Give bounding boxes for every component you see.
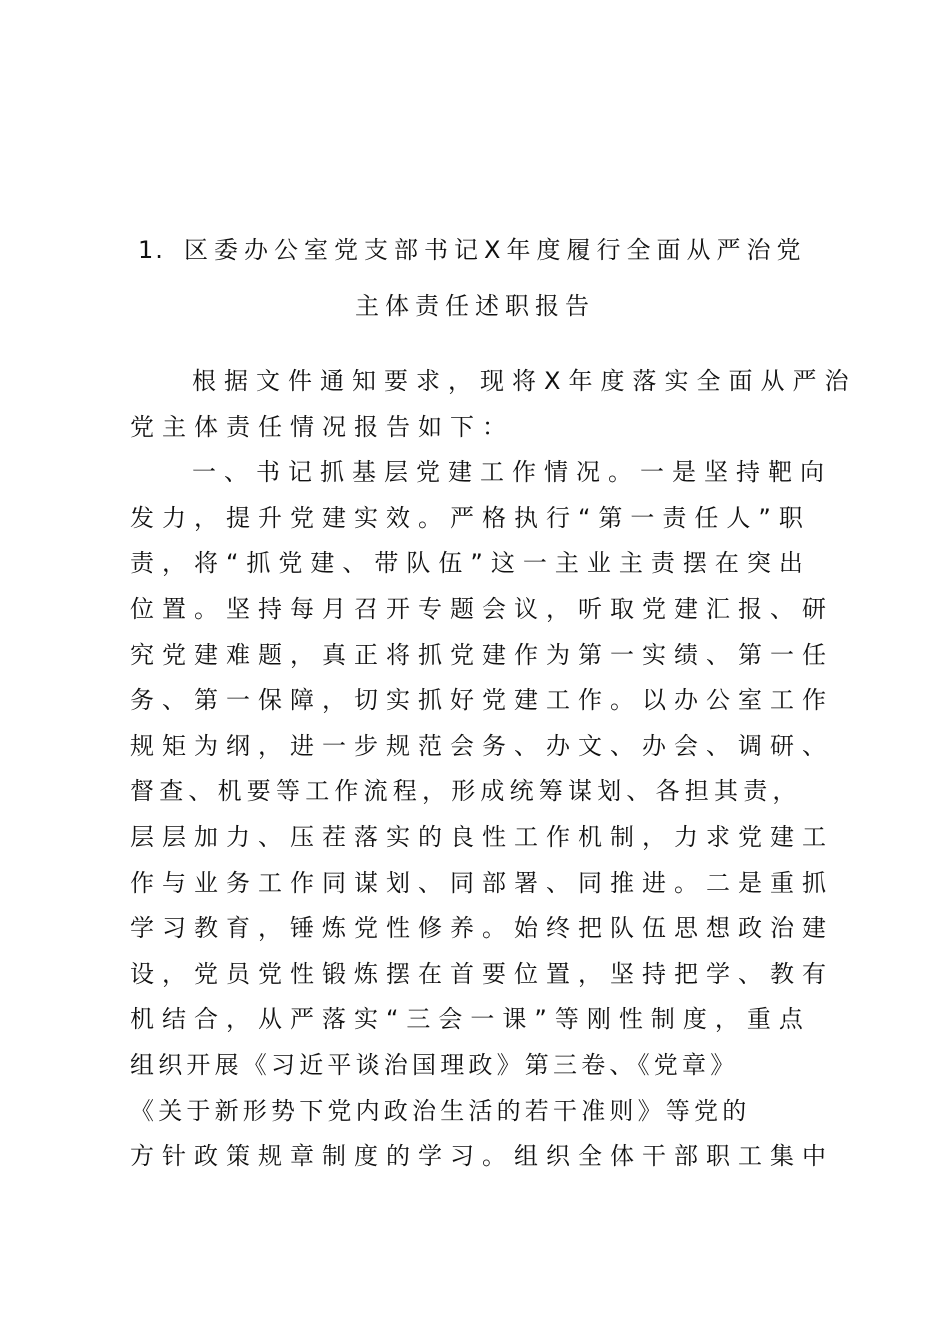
paragraph-line: 督查、机要等工作流程，形成统筹谋划、各担其责， (130, 777, 802, 806)
paragraph-line: 究党建难题，真正将抓党建作为第一实绩、第一任 (130, 640, 834, 669)
paragraph-line: 方针政策规章制度的学习。组织全体干部职工集中 (130, 1142, 834, 1171)
paragraph-line: 位置。坚持每月召开专题会议，听取党建汇报、研 (130, 594, 834, 623)
title-line-2: 主体责任述职报告 (355, 292, 595, 320)
paragraph-line: 学习教育，锤炼党性修养。始终把队伍思想政治建 (130, 914, 834, 943)
paragraph-line: 组织开展《习近平谈治国理政》第三卷、《党章》 (130, 1050, 739, 1079)
paragraph-line: 务、第一保障，切实抓好党建工作。以办公室工作 (130, 686, 834, 715)
paragraph-line: 作与业务工作同谋划、同部署、同推进。二是重抓 (130, 868, 834, 897)
paragraph-line: 机结合，从严落实“三会一课”等刚性制度，重点 (130, 1005, 811, 1034)
paragraph-line: 设，党员党性锻炼摆在首要位置，坚持把学、教有 (130, 959, 834, 988)
title-number: 1. (138, 236, 165, 264)
paragraph-line: 党主体责任情况报告如下： (130, 412, 514, 441)
paragraph-line: 一、书记抓基层党建工作情况。一是坚持靶向 (192, 458, 832, 487)
paragraph-line: 发力，提升党建实效。严格执行“第一责任人”职 (130, 503, 811, 532)
paragraph-line: 根据文件通知要求，现将X年度落实全面从严治 (192, 367, 857, 395)
paragraph-line: 层层加力、压茬落实的良性工作机制，力求党建工 (130, 822, 834, 851)
paragraph-line: 《关于新形势下党内政治生活的若干准则》等党的 (130, 1096, 751, 1125)
title-line-1 (120, 222, 830, 278)
document-title (120, 222, 830, 334)
document-body (130, 359, 857, 1180)
paragraph-line: 责，将“抓党建、带队伍”这一主业主责摆在突出 (130, 549, 811, 578)
paragraph-line: 规矩为纲，进一步规范会务、办文、办会、调研、 (130, 731, 834, 760)
title-text-line-1: 区委办公室党支部书记X年度履行全面从严治党 (184, 236, 807, 264)
